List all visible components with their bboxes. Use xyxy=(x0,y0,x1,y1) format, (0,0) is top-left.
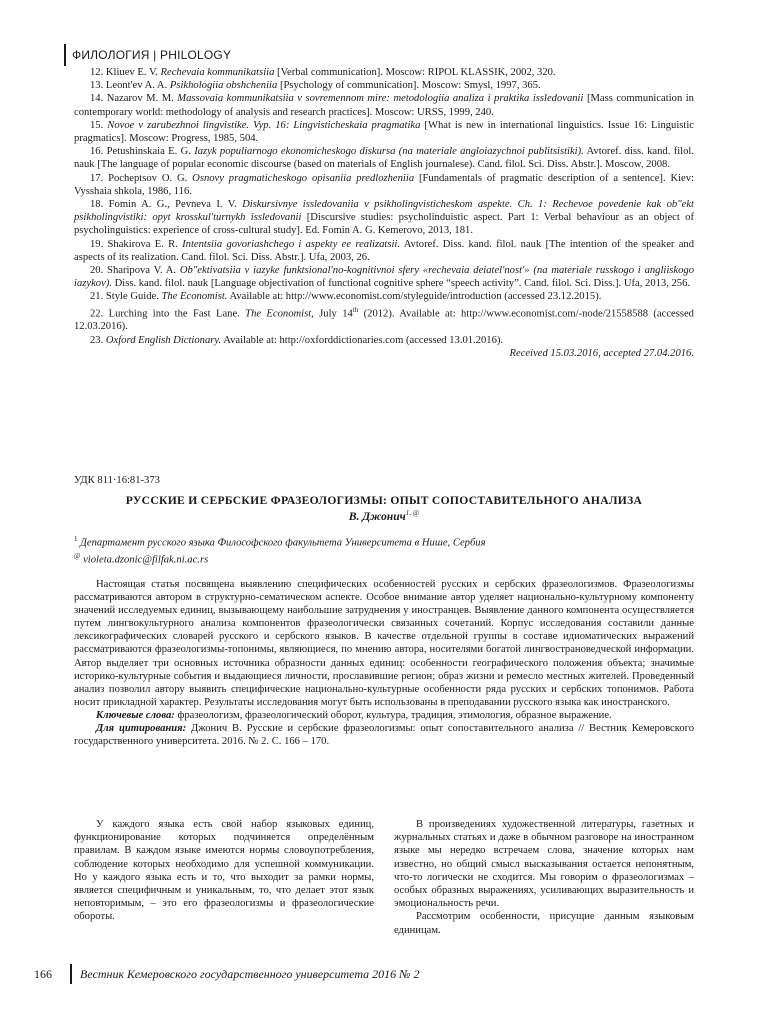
author-name: В. Джонич xyxy=(348,509,406,523)
affiliation-text: Департамент русского языка Философского факультета Университета в Нише, Сербия xyxy=(80,537,486,549)
reference-segment: Available at: http://www.economist.com/styleguide/introduction (accessed 23.12.2015). xyxy=(227,291,602,303)
reference-item xyxy=(74,79,694,92)
reference-segment: Oxford English Dictionary. xyxy=(105,334,222,346)
received-date: Received 15.03.2016, accepted 27.04.2016. xyxy=(509,347,694,359)
reference-item xyxy=(74,198,694,238)
reference-segment: Diskursivnye issledovaniia v psikholingvisticheskom aspekte. Ch. 1: Rechevoe povedenie kak ob"ekt psikholingvistiki: opyt krosskul'turnykh issledovanii xyxy=(74,199,694,224)
body-column-left xyxy=(74,818,374,937)
author-superscript: 1, @ xyxy=(405,509,420,517)
reference-item xyxy=(74,92,694,118)
reference-segment: 14. Nazarov M. M. xyxy=(90,93,178,105)
email-text[interactable]: violeta.dzonic@filfak.ni.ac.rs xyxy=(83,554,209,566)
affiliation-marker: 1 xyxy=(74,535,78,543)
keywords xyxy=(74,709,694,722)
reference-item xyxy=(74,119,694,145)
citation-text: Джонич В. Русские и сербские фразеологизмы: опыт сопоставительного анализа // Вестник Кемеровского государственного университета. 2016. № 2. С. 166 – 170. xyxy=(74,723,694,748)
reference-item xyxy=(74,145,694,171)
reference-segment: [Verbal communication]. Moscow: RIPOL KLASSIK, 2002, 320. xyxy=(274,67,556,78)
reference-segment: [Discursive studies: psycholinduistic aspect. Part 1: Verbal behaviour as an object of psycholinguistics: experience of cross-cultural study]. Ed. Fomin A. G. Kemerovo, 2013, 181. xyxy=(74,212,694,237)
reference-item xyxy=(74,238,694,264)
body-paragraph: Рассмотрим особенности, присущие данным языковым единицам. xyxy=(394,911,694,936)
reference-segment: Ob"ektivatsiia v iazyke funktsional'no-kognitivnoi sfery «rechevaia deiatel'nost'» (na materiale russkogo i angliiskogo iazykov). xyxy=(74,265,694,290)
reference-segment: [What is new in international linguistics. Issue 16: Linguistic pragmatics]. Moscow: Progress, 1985, 504. xyxy=(74,119,695,145)
reference-segment: 22. Lurching into the Fast Lane. xyxy=(90,308,246,320)
reference-segment: The Economist. xyxy=(161,291,228,303)
section-label: ФИЛОЛОГИЯ | PHILOLOGY xyxy=(72,48,232,62)
reference-item xyxy=(74,304,694,334)
body-column-right xyxy=(394,818,694,937)
reference-segment: The Economist, xyxy=(245,308,314,320)
udc-code: УДК 811·16:81-373 xyxy=(74,475,160,486)
reference-segment: July 14 xyxy=(313,308,353,320)
reference-segment: Intentsiia govoriashchego i aspekty ee realizatsii. xyxy=(182,238,400,250)
body-paragraph: У каждого языка есть свой набор языковых единиц, функционирование которых подчиняется определённым правилам. В каждом языке имеются нормы словоупотребления, соблюдение которых необходимо для успешной коммуникации. Но у каждого языка есть и то, что выходит за рамки нормы, является специфичным и уникальным, то, что делает этот язык неповторимым, – это его фразеологизмы и фразеологические обороты. xyxy=(74,819,374,923)
reference-segment: 16. Petushinskaia E. G. xyxy=(90,146,195,158)
citation xyxy=(74,722,694,748)
reference-segment: 20. Sharipova V. A. xyxy=(90,265,180,277)
reference-segment: Psikhologiia obshcheniia xyxy=(169,80,278,92)
citation-label: Для цитирования: xyxy=(96,723,187,735)
body-columns xyxy=(74,818,694,937)
reference-segment: 12. Kliuev E. V. xyxy=(90,67,161,78)
body-paragraph: В произведениях художественной литературы, газетных и журнальных статьях и даже в обычном разговоре на иностранном языке мы нередко встречаем слова, значение которых нам известно, но общий смысл высказывания остается непонятным, что-то логически не сходится. Мы говорим о фразеологизмах – особых образных выражениях, усиливающих выразительность и эмоциональность речи. xyxy=(394,819,694,910)
keywords-label: Ключевые слова: xyxy=(96,709,175,721)
reference-segment: [Mass communication in contemporary world: methodology of analysis and research practices]. Moscow: URSS, 1999, 240. xyxy=(74,93,694,118)
affiliation xyxy=(74,533,694,550)
journal-name: Вестник Кемеровского государственного университета 2016 № 2 xyxy=(80,966,420,981)
reference-segment: Novoe v zarubezhnoi lingvistike. Vyp. 16: Lingvisticheskaia pragmatika xyxy=(107,119,421,131)
reference-segment: Osnovy pragmaticheskogo opisaniia predlozheniia xyxy=(192,172,415,184)
footer-rule xyxy=(70,964,72,984)
reference-item xyxy=(74,290,694,303)
reference-segment: th xyxy=(352,305,359,314)
reference-items xyxy=(74,66,694,347)
reference-segment: 18. Fomin A. G., Pevneva I. V. xyxy=(90,199,243,211)
reference-segment: 13. Leont'ev A. A. xyxy=(90,80,170,92)
keywords-text: фразеологизм, фразеологический оборот, культура, традиция, этимология, образное выражение. xyxy=(174,709,612,721)
reference-segment: [Fundamentals of pragmatic description of a sentence]. Kiev: Vysshaia shkola, 1986, 116. xyxy=(74,172,694,197)
reference-segment: 23. xyxy=(90,334,106,346)
email-marker: @ xyxy=(74,552,81,561)
reference-segment: 15. xyxy=(90,119,108,131)
reference-segment: 19. Shakirova E. R. xyxy=(90,238,183,250)
reference-list xyxy=(74,66,694,371)
reference-segment: Rechevaia kommunikatsiia xyxy=(160,67,275,78)
abstract-block xyxy=(74,578,694,748)
reference-item xyxy=(74,334,694,347)
abstract-text: Настоящая статья посвящена выявлению специфических особенностей русских и сербских фразеологизмов. Фразеологизмы рассматриваются автором в структурно-сематическом аспекте. Особое внимание автор уделяет национально-культурному компоненту значений исследуемых единиц, вызывающему наибольшие затруднения у иностранцев. Выявление данного компонента осуществляется путем лингвокультурного анализа компонентов фразеологически связанных сочетаний. Корпус исследования составили данные лексикографических словарей русского и сербского языков. В качестве отдельной группы в составе идиоматических выражений рассматриваются фразеологизмы-топонимы, являющиеся, по мнению автора, носителями богатой лингвострановедческой информации. Автор выделяет три основных источника образности данных единиц: особенности географического положения объекта; значимые историко-культурные события и выдающиеся личности, прославившие регион; образ жизни и ремесло местных жителей. Проведенный анализ позволил автору выявить специфические национально-культурные особенности ряда русских и сербских топонимов. Работа носит прикладной характер. Результаты исследования могут быть использованы в преподавании русского языка как иностранского. xyxy=(74,579,694,708)
reference-segment: Massovaia kommunikatsiia v sovremennom mire: metodologiia analiza i praktika issledovanii xyxy=(177,93,584,105)
article-title: РУССКИЕ И СЕРБСКИЕ ФРАЗЕОЛОГИЗМЫ: ОПЫТ СОПОСТАВИТЕЛЬНОГО АНАЛИЗА xyxy=(125,494,643,507)
page-footer xyxy=(34,964,419,984)
header-rule xyxy=(64,44,66,66)
reference-segment: Avtoref. Diss. kand. filol. nauk [The intention of the speaker and aspects of its realization. Cand. filol. Sci. Diss. Abstr.]. Ufa, 2003, 26. xyxy=(74,238,694,263)
page-number: 166 xyxy=(34,966,52,981)
reference-segment: (2012). Available at: http://www.economist.com/-node/21558588 (accessed 12.03.2016). xyxy=(74,308,694,333)
reference-segment: [Psychology of communication]. Moscow: Smysl, 1997, 365. xyxy=(277,80,541,92)
reference-item xyxy=(74,66,694,79)
reference-segment: Available at: http://oxforddictionaries.com (accessed 13.01.2016). xyxy=(221,334,504,346)
reference-item xyxy=(74,264,694,290)
page-header xyxy=(64,44,231,66)
affiliation-block xyxy=(74,533,694,567)
article-author xyxy=(74,509,694,523)
reference-segment: 21. Style Guide. xyxy=(90,291,162,303)
reference-item xyxy=(74,172,694,198)
reference-segment: Diss. kand. filol. nauk [Language objectivation of functional cognitive sphere “speech activity”. Cand. filol. Sci. Diss.]. Ufa, 2013, 256. xyxy=(111,278,691,290)
reference-segment: 17. Pocheptsov O. G. xyxy=(90,172,193,184)
reference-segment: Iazyk populiarnogo ekonomicheskogo diskursa (na materiale angloiazychnoi publitsistiki). xyxy=(194,146,584,158)
reference-segment: Avtoref. diss. kand. filol. nauk [The language of popular economic discourse (based on materials of English journalese). Cand. filol. Sci. Diss. Abstr.]. Moscow, 2008. xyxy=(74,146,694,171)
author-email[interactable] xyxy=(74,550,694,567)
